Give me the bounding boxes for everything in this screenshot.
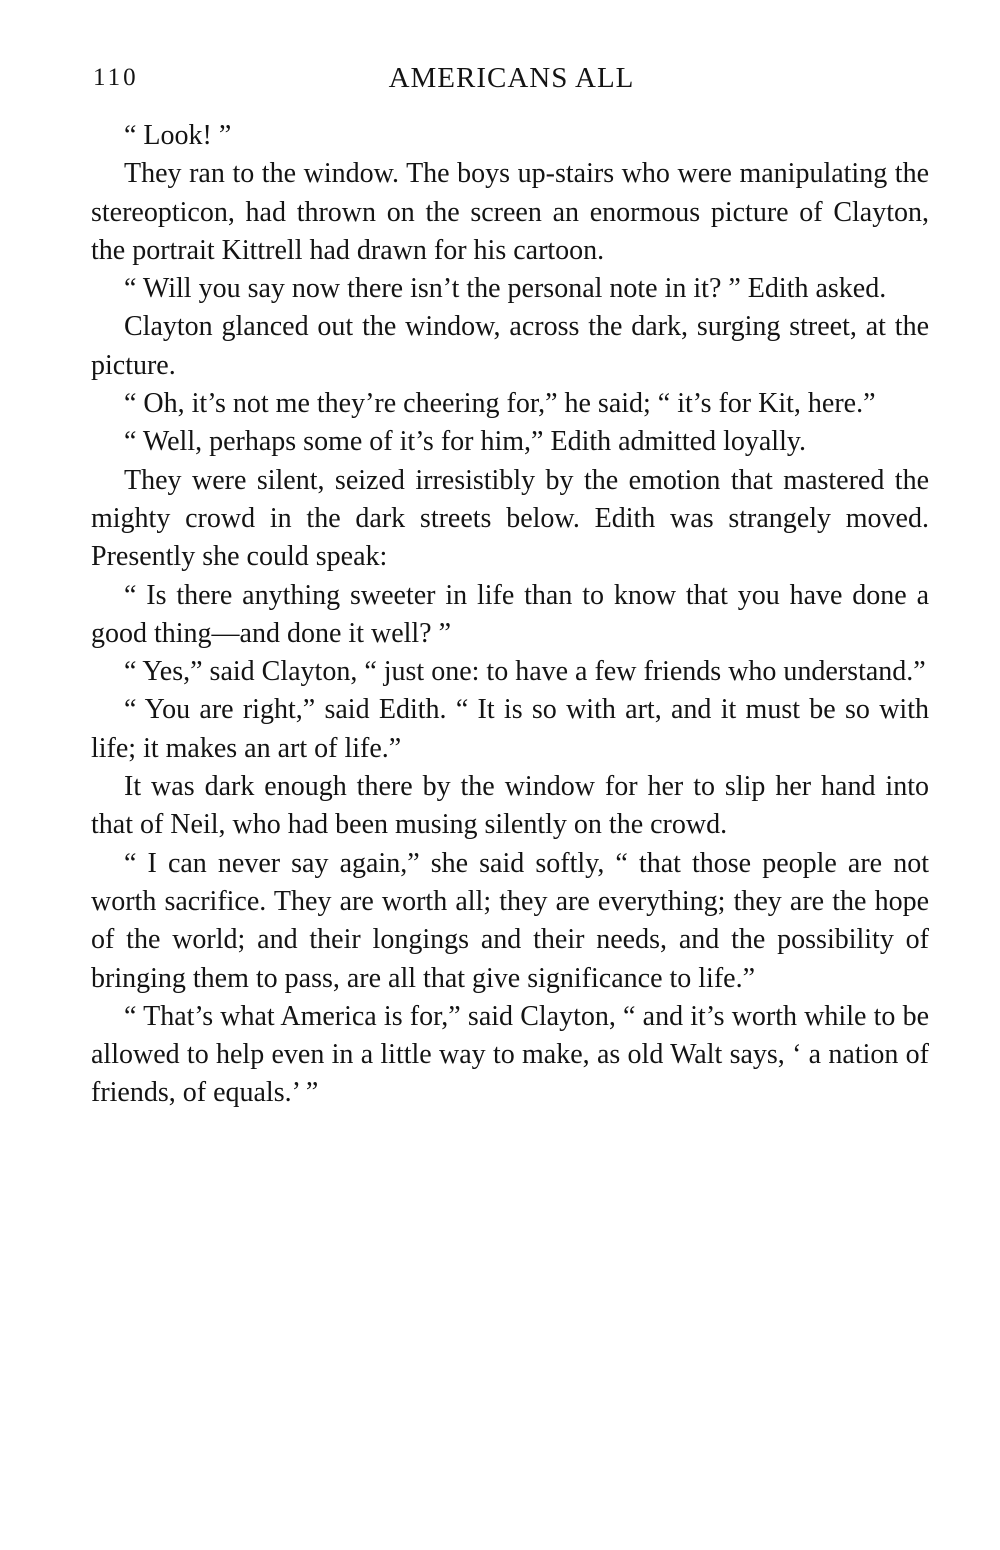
- paragraph: “ You are right,” said Edith. “ It is so with art, and it must be so with life; it makes an art of life.”: [91, 694, 929, 764]
- page-number: 110: [93, 64, 139, 91]
- body-text: [91, 117, 929, 1113]
- paragraph: It was dark enough there by the window for her to slip her hand into that of Neil, who had been musing silently on the crowd.: [91, 771, 929, 841]
- running-head: [93, 56, 930, 102]
- paragraph: They ran to the window. The boys up-stairs who were manipulating the stereopticon, had thrown on the screen an enormous picture of Clayton, the portrait Kittrell had drawn for his cartoon.: [91, 158, 929, 266]
- paragraph: “ Oh, it’s not me they’re cheering for,” he said; “ it’s for Kit, here.”: [124, 388, 876, 420]
- paragraph: “ Is there anything sweeter in life than to know that you have done a good thing—and done it well? ”: [91, 579, 929, 649]
- paragraph: “ Will you say now there isn’t the personal note in it? ” Edith asked.: [124, 273, 887, 305]
- paragraph: “ That’s what America is for,” said Clayton, “ and it’s worth while to be allowed to help even in a little way to make, as old Walt says, ‘ a nation of friends, of equals.’ ”: [91, 1000, 929, 1109]
- paragraph: “ Well, perhaps some of it’s for him,” Edith admitted loyally.: [124, 426, 807, 458]
- running-title: AMERICANS ALL: [388, 62, 635, 94]
- paragraph: Clayton glanced out the window, across the dark, surging street, at the picture.: [91, 311, 929, 381]
- paragraph: “ Yes,” said Clayton, “ just one: to have a few friends who understand.”: [124, 656, 926, 688]
- paragraph: They were silent, seized irresistibly by the emotion that mastered the mighty crowd in the dark streets below. Edith was strangely moved. Presently she could speak:: [91, 464, 929, 573]
- paragraph: “ Look! ”: [124, 120, 232, 151]
- paragraph: “ I can never say again,” she said softly, “ that those people are not worth sacrifice. They are worth all; they are everything; they are the hope of the world; and their longings and their needs, and the possibility of bringing them to pass, are all that give significance to life.”: [91, 847, 929, 994]
